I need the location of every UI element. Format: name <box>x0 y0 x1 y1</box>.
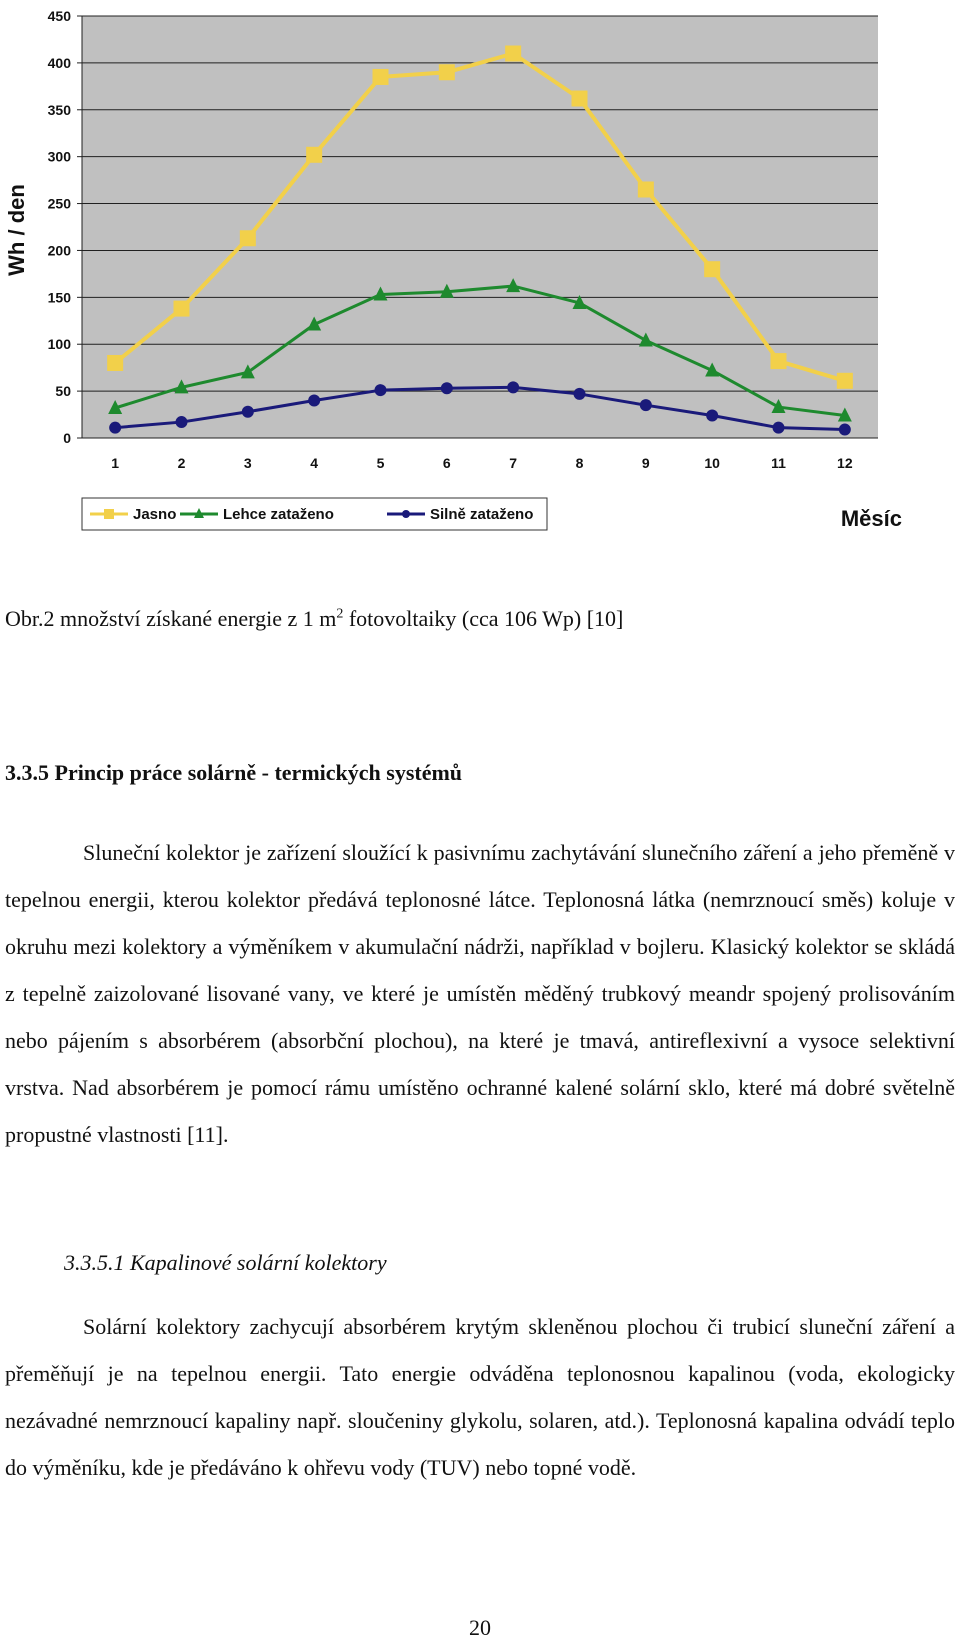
data-point-square <box>240 230 256 246</box>
y-tick-label: 200 <box>47 242 71 259</box>
y-tick-label: 400 <box>47 54 71 71</box>
x-tick-label: 7 <box>509 455 518 471</box>
y-tick-label: 350 <box>47 101 71 118</box>
paragraph-2-text: Solární kolektory zachycují absorbérem krytým skleněnou plochou či trubicí sluneční záření a přeměňují je na tepelnou energii. Tato energie odváděna teplonosnou kapalinou (voda, ekologicky nezávadné nemrznoucí kapaliny např. sloučeniny glykolu, solaren, atd.). Teplonosná kapalina odvádí teplo do výměníku, kde je předáváno k ohřevu vody (TUV) nebo topné vodě. <box>5 1314 955 1480</box>
section-heading: 3.3.5 Princip práce solárně - termických systémů <box>5 760 463 785</box>
data-point-square <box>373 69 389 85</box>
energy-chart <box>0 0 960 570</box>
data-point-square <box>174 301 190 317</box>
data-point-circle <box>308 394 320 406</box>
x-tick-label: 5 <box>376 455 385 471</box>
paragraph-1-text: Sluneční kolektor je zařízení sloužící k pasivnímu zachytávání slunečního záření a jeho přeměně v tepelnou energii, kterou kolektor předává teplonosné látce. Teplonosná látka (nemrznoucí směs) koluje v okruhu mezi kolektory a výměníkem v akumulační nádrži, například v bojleru. Klasický kolektor se skládá z tepelně zaizolované lisované vany, ve které je umístěn měděný trubkový meandr spojený prolisováním nebo pájením s absorbérem (absorbční plochou), na které je tmavá, antireflexivní a vysoce selektivní vrstva. Nad absorbérem je pomocí rámu umístěno ochranné kalené solární sklo, které má dobré světelně propustné vlastnosti [11]. <box>5 840 955 1147</box>
y-tick-label: 150 <box>47 289 71 306</box>
data-point-circle <box>773 422 785 434</box>
legend-label-3: Silně zataženo <box>430 506 534 523</box>
x-tick-label: 11 <box>771 455 786 471</box>
data-point-circle <box>574 388 586 400</box>
energy-chart-svg <box>0 0 960 570</box>
data-point-circle <box>507 381 519 393</box>
x-tick-label: 1 <box>111 455 120 471</box>
caption-suffix: fotovoltaiky (cca 106 Wp) [10] <box>343 606 624 631</box>
legend-label-1: Jasno <box>133 506 177 523</box>
data-point-square <box>638 181 654 197</box>
page-number: 20 <box>469 1615 491 1640</box>
x-tick-label: 10 <box>704 455 720 471</box>
data-point-square <box>439 64 455 80</box>
data-point-circle <box>109 422 121 434</box>
y-tick-label: 250 <box>47 195 71 212</box>
data-point-square <box>104 509 114 519</box>
y-tick-label: 300 <box>47 148 71 165</box>
x-axis-label: Měsíc <box>840 506 902 531</box>
data-point-square <box>572 91 588 107</box>
data-point-circle <box>706 409 718 421</box>
figure-caption <box>5 606 623 632</box>
x-tick-label: 12 <box>837 455 853 471</box>
chart-legend <box>82 498 547 530</box>
y-tick-label: 50 <box>55 383 71 400</box>
x-tick-label: 9 <box>641 455 650 471</box>
data-point-circle <box>441 382 453 394</box>
x-tick-label: 6 <box>442 455 451 471</box>
subsection-heading: 3.3.5.1 Kapalinové solární kolektory <box>64 1250 387 1275</box>
data-point-circle <box>839 424 851 436</box>
legend-label-2: Lehce zataženo <box>223 506 334 523</box>
data-point-square <box>704 261 720 277</box>
y-tick-label: 0 <box>63 430 71 446</box>
data-point-circle <box>375 384 387 396</box>
data-point-square <box>306 147 322 163</box>
paragraph-2 <box>5 1303 955 1491</box>
paragraph-1 <box>5 829 955 1158</box>
data-point-circle <box>402 510 410 518</box>
y-tick-label: 100 <box>47 336 71 353</box>
x-tick-label: 3 <box>243 455 252 471</box>
data-point-square <box>837 373 853 389</box>
data-point-square <box>771 353 787 369</box>
caption-superscript: 2 <box>336 606 344 622</box>
plot-area <box>82 16 878 438</box>
data-point-circle <box>176 416 188 428</box>
data-point-square <box>107 355 123 371</box>
data-point-circle <box>640 399 652 411</box>
x-tick-label: 4 <box>310 455 319 471</box>
x-tick-label: 8 <box>575 455 584 471</box>
caption-prefix: Obr.2 množství získané energie z 1 m <box>5 606 337 631</box>
y-tick-label: 450 <box>47 8 71 24</box>
x-tick-label: 2 <box>177 455 186 471</box>
data-point-square <box>505 46 521 62</box>
y-axis-label: Wh / den <box>4 184 29 276</box>
data-point-circle <box>242 406 254 418</box>
